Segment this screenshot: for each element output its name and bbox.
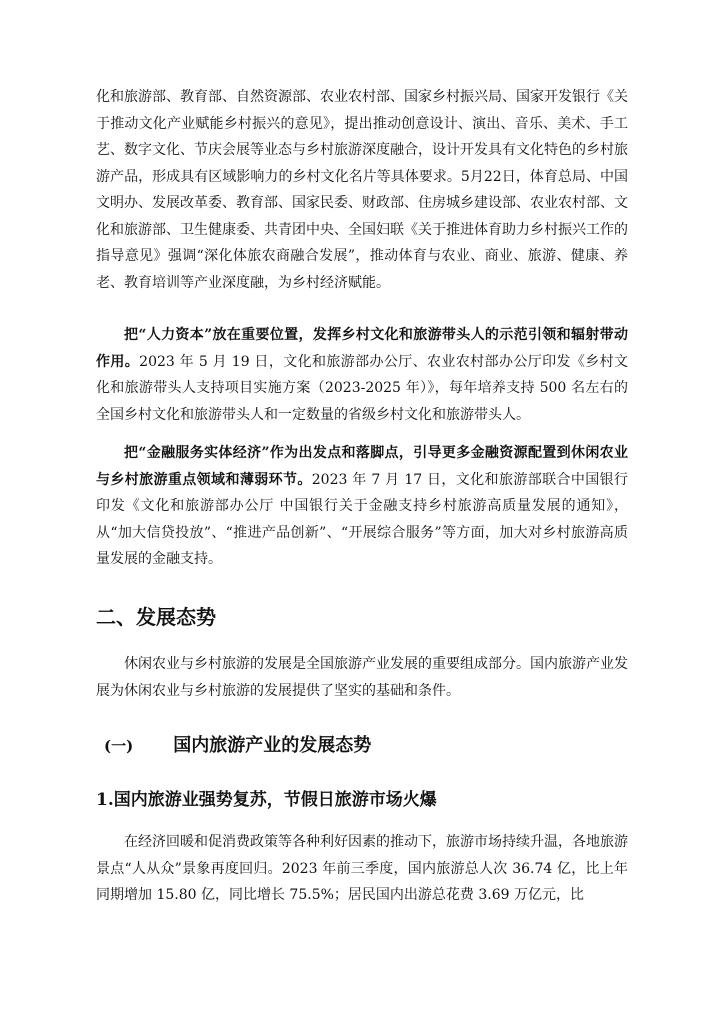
bold-lead-sentence: 把“金融服务实体经济”作为出发点和落脚点，引导更多金融资源配置到休闲农业与乡村旅游重点领域和薄弱环节。 [96, 445, 628, 488]
paragraph-human-capital [96, 322, 628, 428]
paragraph-text: 2023 年 5 月 19 日，文化和旅游部办公厅、农业农村部办公厅印发《乡村文化和旅游带头人支持项目实施方案（2023-2025 年）》，每年培养支持 500 名左右的全国乡村文化和旅游带头人和一定数量的省级乡村文化和旅游带头人。 [96, 353, 628, 423]
subsection-title: 国内旅游产业的发展态势 [173, 735, 372, 756]
paragraph-text: 休闲农业与乡村旅游的发展是全国旅游产业发展的重要组成部分。国内旅游产业发展为休闲农业与乡村旅游的发展提供了坚实的基础和条件。 [96, 656, 628, 699]
paragraph-development-intro [96, 651, 628, 704]
paragraph-tourism-recovery [96, 829, 628, 909]
paragraph-financial-services [96, 440, 628, 573]
paragraph-policy-documents [96, 84, 628, 296]
section-heading: 二、发展态势 [96, 605, 216, 629]
paragraph-text: 2023 年 7 月 17 日，文化和旅游部联合中国银行印发《文化和旅游部办公厅 中国银行关于金融支持乡村旅游高质量发展的通知》，从“加大信贷投放”、“推进产品创新”、“开展综合服务”等方面，加大对乡村旅游高质量发展的金融支持。 [96, 471, 629, 567]
paragraph-text: 在经济回暖和促消费政策等各种利好因素的推动下，旅游市场持续升温，各地旅游景点“人从众”景象再度回归。2023 年前三季度，国内旅游总人次 36.74 亿，比上年同期增加 15.80 亿，同比增长 75.5%；居民国内出游总花费 3.69 万亿元，比 [96, 834, 628, 903]
bold-lead-sentence: 把“人力资本”放在重要位置，发挥乡村文化和旅游带头人的示范引领和辐射带动作用。 [96, 327, 628, 370]
subsection-heading [104, 732, 371, 760]
subsubsection-heading: 1.国内旅游业强势复苏，节假日旅游市场火爆 [96, 790, 437, 810]
subsection-number: (一) [104, 737, 134, 755]
paragraph-text: 化和旅游部、教育部、自然资源部、农业农村部、国家乡村振兴局、国家开发银行《关于推动文化产业赋能乡村振兴的意见》，提出推动创意设计、演出、音乐、美术、手工艺、数字文化、节庆会展等业态与乡村旅游深度融合，设计开发具有文化特色的乡村旅游产品，形成具有区域影响力的乡村文化名片等具体要求。5月22日，体育总局、中国文明办、发展改革委、教育部、国家民委、财政部、住房城乡建设部、农业农村部、文化和旅游部、卫生健康委、共青团中央、全国妇联《关于推进体育助力乡村振兴工作的指导意见》强调“深化体旅农商融合发展”，推动体育与农业、商业、旅游、健康、养老、教育培训等产业深度融，为乡村经济赋能。 [96, 89, 628, 291]
